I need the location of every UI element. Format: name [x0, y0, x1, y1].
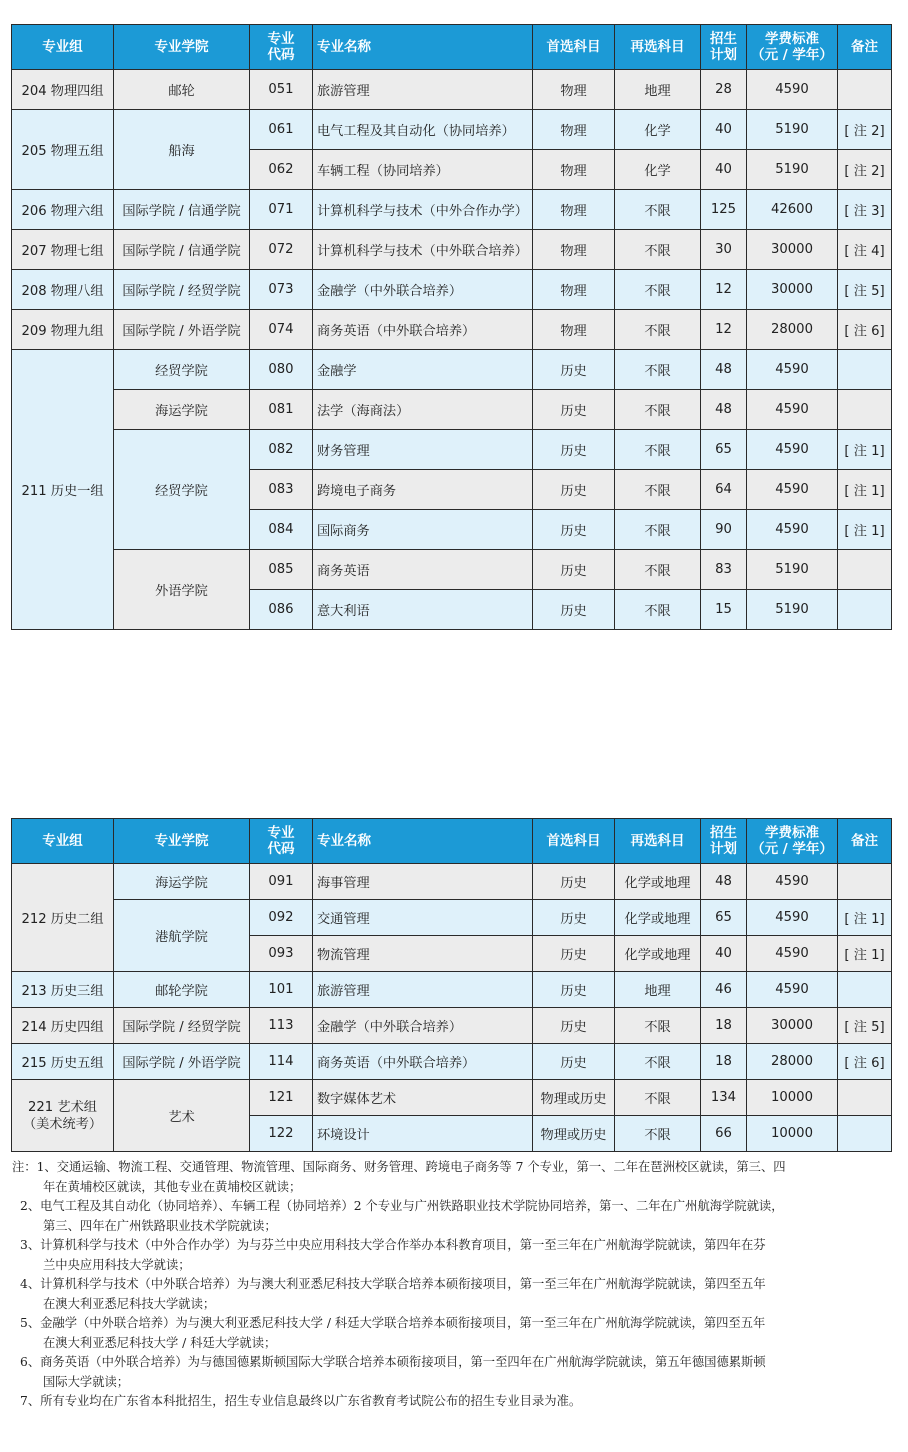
header-note: 备注 — [838, 25, 892, 70]
fee-cell: 5190 — [747, 550, 838, 590]
name-cell: 商务英语（中外联合培养） — [313, 1044, 533, 1080]
first-subject-cell: 物理 — [533, 150, 615, 190]
group-cell: 214 历史四组 — [12, 1008, 114, 1044]
code-cell: 073 — [250, 270, 313, 310]
header-plan: 招生 计划 — [701, 819, 747, 864]
second-subject-cell: 不限 — [615, 270, 701, 310]
name-cell: 物流管理 — [313, 936, 533, 972]
group-cell: 204 物理四组 — [12, 70, 114, 110]
second-subject-cell: 不限 — [615, 1080, 701, 1116]
name-cell: 环境设计 — [313, 1116, 533, 1152]
second-subject-cell: 不限 — [615, 190, 701, 230]
first-subject-cell: 历史 — [533, 900, 615, 936]
plan-cell: 40 — [701, 150, 747, 190]
code-cell: 092 — [250, 900, 313, 936]
second-subject-cell: 不限 — [615, 350, 701, 390]
plan-cell: 134 — [701, 1080, 747, 1116]
table-row — [12, 550, 892, 590]
note-cell — [838, 550, 892, 590]
fee-cell: 28000 — [747, 1044, 838, 1080]
header-second-subject: 再选科目 — [615, 819, 701, 864]
header-first-subject: 首选科目 — [533, 819, 615, 864]
first-subject-cell: 历史 — [533, 972, 615, 1008]
college-cell: 船海 — [114, 110, 250, 190]
note-cell: [ 注 1] — [838, 900, 892, 936]
code-cell: 072 — [250, 230, 313, 270]
footnote-1: 注：1、交通运输、物流工程、交通管理、物流管理、国际商务、财务管理、跨境电子商务等 7 个专业，第一、二年在琶洲校区就读，第三、四 年在黄埔校区就读，其他专业在黄埔校区就读； — [12, 1160, 786, 1194]
plan-cell: 48 — [701, 350, 747, 390]
table-row — [12, 1044, 892, 1080]
fee-cell: 30000 — [747, 1008, 838, 1044]
college-cell: 经贸学院 — [114, 350, 250, 390]
plan-cell: 125 — [701, 190, 747, 230]
group-cell — [12, 1080, 114, 1152]
note-cell — [838, 390, 892, 430]
college-cell: 国际学院 / 经贸学院 — [114, 1008, 250, 1044]
code-cell: 083 — [250, 470, 313, 510]
college-cell: 经贸学院 — [114, 430, 250, 550]
college-cell: 邮轮 — [114, 70, 250, 110]
group-cell: 207 物理七组 — [12, 230, 114, 270]
fee-cell: 4590 — [747, 864, 838, 900]
first-subject-cell: 物理 — [533, 230, 615, 270]
plan-cell: 64 — [701, 470, 747, 510]
first-subject-cell: 物理 — [533, 270, 615, 310]
header-college: 专业学院 — [114, 25, 250, 70]
header-fee: 学费标准 （元 / 学年） — [747, 819, 838, 864]
code-cell: 082 — [250, 430, 313, 470]
college-cell: 国际学院 / 信通学院 — [114, 190, 250, 230]
fee-cell: 10000 — [747, 1116, 838, 1152]
table-row — [12, 190, 892, 230]
fee-cell: 4590 — [747, 350, 838, 390]
code-cell: 101 — [250, 972, 313, 1008]
second-subject-cell: 化学 — [615, 150, 701, 190]
note-cell: [ 注 2] — [838, 110, 892, 150]
first-subject-cell: 物理 — [533, 70, 615, 110]
code-cell: 085 — [250, 550, 313, 590]
second-subject-cell: 化学或地理 — [615, 900, 701, 936]
enrollment-table-2 — [11, 818, 892, 1152]
name-cell: 金融学（中外联合培养） — [313, 1008, 533, 1044]
table-row — [12, 972, 892, 1008]
fee-cell: 4590 — [747, 510, 838, 550]
first-subject-cell: 物理 — [533, 190, 615, 230]
name-cell: 交通管理 — [313, 900, 533, 936]
header-group: 专业组 — [12, 819, 114, 864]
plan-cell: 48 — [701, 864, 747, 900]
code-cell: 091 — [250, 864, 313, 900]
second-subject-cell: 不限 — [615, 430, 701, 470]
table-row — [12, 110, 892, 150]
fee-cell: 4590 — [747, 70, 838, 110]
second-subject-cell: 化学或地理 — [615, 864, 701, 900]
fee-cell: 10000 — [747, 1080, 838, 1116]
first-subject-cell: 历史 — [533, 510, 615, 550]
code-cell: 081 — [250, 390, 313, 430]
group-sublabel: （美术统考） — [22, 1116, 103, 1132]
header-name: 专业名称 — [313, 819, 533, 864]
fee-cell: 5190 — [747, 110, 838, 150]
fee-cell: 4590 — [747, 470, 838, 510]
fee-cell: 4590 — [747, 900, 838, 936]
table-row — [12, 430, 892, 470]
code-cell: 061 — [250, 110, 313, 150]
table-row — [12, 230, 892, 270]
second-subject-cell: 不限 — [615, 1008, 701, 1044]
plan-cell: 48 — [701, 390, 747, 430]
plan-cell: 83 — [701, 550, 747, 590]
name-cell: 财务管理 — [313, 430, 533, 470]
fee-cell: 28000 — [747, 310, 838, 350]
group-cell: 215 历史五组 — [12, 1044, 114, 1080]
code-cell: 051 — [250, 70, 313, 110]
first-subject-cell: 历史 — [533, 350, 615, 390]
note-cell: [ 注 3] — [838, 190, 892, 230]
footnote-4: 4、计算机科学与技术（中外联合培养）为与澳大利亚悉尼科技大学联合培养本硕衔接项目，第一至三年在广州航海学院就读，第四至五年 在澳大利亚悉尼科技大学就读； — [20, 1277, 766, 1311]
first-subject-cell: 物理或历史 — [533, 1080, 615, 1116]
second-subject-cell: 不限 — [615, 1116, 701, 1152]
header-code: 专业 代码 — [250, 25, 313, 70]
college-cell: 国际学院 / 信通学院 — [114, 230, 250, 270]
note-cell: [ 注 1] — [838, 470, 892, 510]
second-subject-cell: 不限 — [615, 470, 701, 510]
plan-cell: 30 — [701, 230, 747, 270]
fee-cell: 5190 — [747, 590, 838, 630]
name-cell: 金融学（中外联合培养） — [313, 270, 533, 310]
note-cell: [ 注 6] — [838, 1044, 892, 1080]
name-cell: 跨境电子商务 — [313, 470, 533, 510]
college-cell: 国际学院 / 外语学院 — [114, 310, 250, 350]
table-row — [12, 350, 892, 390]
footnote-3: 3、计算机科学与技术（中外合作办学）为与芬兰中央应用科技大学合作举办本科教育项目，第一至三年在广州航海学院就读，第四年在芬 兰中央应用科技大学就读； — [20, 1238, 766, 1272]
header-first-subject: 首选科目 — [533, 25, 615, 70]
fee-cell: 5190 — [747, 150, 838, 190]
plan-cell: 90 — [701, 510, 747, 550]
first-subject-cell: 历史 — [533, 1008, 615, 1044]
note-cell: [ 注 6] — [838, 310, 892, 350]
code-cell: 114 — [250, 1044, 313, 1080]
name-cell: 旅游管理 — [313, 70, 533, 110]
fee-cell: 4590 — [747, 936, 838, 972]
group-cell: 208 物理八组 — [12, 270, 114, 310]
group-cell: 205 物理五组 — [12, 110, 114, 190]
note-cell: [ 注 2] — [838, 150, 892, 190]
first-subject-cell: 历史 — [533, 936, 615, 972]
second-subject-cell: 不限 — [615, 390, 701, 430]
code-cell: 074 — [250, 310, 313, 350]
code-cell: 062 — [250, 150, 313, 190]
first-subject-cell: 历史 — [533, 864, 615, 900]
fee-cell: 30000 — [747, 270, 838, 310]
second-subject-cell: 化学 — [615, 110, 701, 150]
fee-cell: 4590 — [747, 430, 838, 470]
second-subject-cell: 不限 — [615, 230, 701, 270]
footnote-7: 7、所有专业均在广东省本科批招生，招生专业信息最终以广东省教育考试院公布的招生专业目录为准。 — [20, 1394, 582, 1408]
header-fee: 学费标准 （元 / 学年） — [747, 25, 838, 70]
plan-cell: 18 — [701, 1044, 747, 1080]
college-cell: 国际学院 / 经贸学院 — [114, 270, 250, 310]
note-cell: [ 注 1] — [838, 936, 892, 972]
table-row — [12, 70, 892, 110]
second-subject-cell: 不限 — [615, 1044, 701, 1080]
fee-cell: 4590 — [747, 390, 838, 430]
plan-cell: 46 — [701, 972, 747, 1008]
note-cell: [ 注 5] — [838, 1008, 892, 1044]
note-cell: [ 注 1] — [838, 430, 892, 470]
fee-cell: 30000 — [747, 230, 838, 270]
header-plan: 招生 计划 — [701, 25, 747, 70]
note-cell — [838, 350, 892, 390]
second-subject-cell: 地理 — [615, 70, 701, 110]
first-subject-cell: 物理或历史 — [533, 1116, 615, 1152]
footnote-5: 5、金融学（中外联合培养）为与澳大利亚悉尼科技大学 / 科廷大学联合培养本硕衔接项目，第一至三年在广州航海学院就读，第四至五年 在澳大利亚悉尼科技大学 / 科廷大学就读； — [20, 1316, 766, 1350]
second-subject-cell: 不限 — [615, 550, 701, 590]
college-cell: 港航学院 — [114, 900, 250, 972]
first-subject-cell: 物理 — [533, 310, 615, 350]
note-cell: [ 注 5] — [838, 270, 892, 310]
fee-cell: 4590 — [747, 972, 838, 1008]
enrollment-table-1 — [11, 24, 892, 630]
code-cell: 122 — [250, 1116, 313, 1152]
group-cell: 212 历史二组 — [12, 864, 114, 972]
name-cell: 车辆工程（协同培养） — [313, 150, 533, 190]
college-cell: 国际学院 / 外语学院 — [114, 1044, 250, 1080]
group-cell: 211 历史一组 — [12, 350, 114, 630]
header-second-subject: 再选科目 — [615, 25, 701, 70]
plan-cell: 15 — [701, 590, 747, 630]
plan-cell: 12 — [701, 310, 747, 350]
table-header — [12, 819, 892, 864]
code-cell: 121 — [250, 1080, 313, 1116]
second-subject-cell: 不限 — [615, 310, 701, 350]
table-row — [12, 270, 892, 310]
code-cell: 071 — [250, 190, 313, 230]
name-cell: 法学（海商法） — [313, 390, 533, 430]
header-name: 专业名称 — [313, 25, 533, 70]
note-cell: [ 注 1] — [838, 510, 892, 550]
plan-cell: 66 — [701, 1116, 747, 1152]
code-cell: 113 — [250, 1008, 313, 1044]
note-cell — [838, 1080, 892, 1116]
group-cell: 213 历史三组 — [12, 972, 114, 1008]
first-subject-cell: 历史 — [533, 390, 615, 430]
note-cell — [838, 70, 892, 110]
table-row — [12, 310, 892, 350]
note-cell — [838, 590, 892, 630]
header-college: 专业学院 — [114, 819, 250, 864]
table-row — [12, 390, 892, 430]
name-cell: 电气工程及其自动化（协同培养） — [313, 110, 533, 150]
college-cell: 外语学院 — [114, 550, 250, 630]
plan-cell: 40 — [701, 936, 747, 972]
name-cell: 商务英语（中外联合培养） — [313, 310, 533, 350]
plan-cell: 40 — [701, 110, 747, 150]
footnote-2: 2、电气工程及其自动化（协同培养）、车辆工程（协同培养）2 个专业与广州铁路职业技术学院协同培养，第一、二年在广州航海学院就读， 第三、四年在广州铁路职业技术学院就读； — [20, 1199, 784, 1233]
first-subject-cell: 历史 — [533, 590, 615, 630]
header-note: 备注 — [838, 819, 892, 864]
footnote-6: 6、商务英语（中外联合培养）为与德国德累斯顿国际大学联合培养本硕衔接项目，第一至四年在广州航海学院就读，第五年德国德累斯顿 国际大学就读； — [20, 1355, 766, 1389]
college-cell: 艺术 — [114, 1080, 250, 1152]
college-cell: 海运学院 — [114, 864, 250, 900]
name-cell: 数字媒体艺术 — [313, 1080, 533, 1116]
plan-cell: 28 — [701, 70, 747, 110]
table-row — [12, 864, 892, 900]
table-row — [12, 1008, 892, 1044]
note-cell — [838, 1116, 892, 1152]
table-header — [12, 25, 892, 70]
group-cell: 209 物理九组 — [12, 310, 114, 350]
table-row — [12, 1080, 892, 1116]
first-subject-cell: 历史 — [533, 550, 615, 590]
first-subject-cell: 历史 — [533, 1044, 615, 1080]
name-cell: 海事管理 — [313, 864, 533, 900]
name-cell: 意大利语 — [313, 590, 533, 630]
header-group: 专业组 — [12, 25, 114, 70]
first-subject-cell: 历史 — [533, 430, 615, 470]
second-subject-cell: 不限 — [615, 590, 701, 630]
plan-cell: 18 — [701, 1008, 747, 1044]
note-cell: [ 注 4] — [838, 230, 892, 270]
table-row — [12, 900, 892, 936]
name-cell: 计算机科学与技术（中外合作办学） — [313, 190, 533, 230]
plan-cell: 65 — [701, 430, 747, 470]
college-cell: 邮轮学院 — [114, 972, 250, 1008]
group-label: 221 艺术组 — [28, 1099, 97, 1115]
name-cell: 计算机科学与技术（中外联合培养） — [313, 230, 533, 270]
name-cell: 旅游管理 — [313, 972, 533, 1008]
second-subject-cell: 不限 — [615, 510, 701, 550]
code-cell: 084 — [250, 510, 313, 550]
note-cell — [838, 972, 892, 1008]
name-cell: 商务英语 — [313, 550, 533, 590]
fee-cell: 42600 — [747, 190, 838, 230]
second-subject-cell: 地理 — [615, 972, 701, 1008]
note-cell — [838, 864, 892, 900]
first-subject-cell: 物理 — [533, 110, 615, 150]
footnotes — [12, 1158, 892, 1412]
second-subject-cell: 化学或地理 — [615, 936, 701, 972]
college-cell: 海运学院 — [114, 390, 250, 430]
plan-cell: 65 — [701, 900, 747, 936]
plan-cell: 12 — [701, 270, 747, 310]
first-subject-cell: 历史 — [533, 470, 615, 510]
name-cell: 国际商务 — [313, 510, 533, 550]
code-cell: 093 — [250, 936, 313, 972]
code-cell: 080 — [250, 350, 313, 390]
code-cell: 086 — [250, 590, 313, 630]
name-cell: 金融学 — [313, 350, 533, 390]
group-cell: 206 物理六组 — [12, 190, 114, 230]
header-code: 专业 代码 — [250, 819, 313, 864]
